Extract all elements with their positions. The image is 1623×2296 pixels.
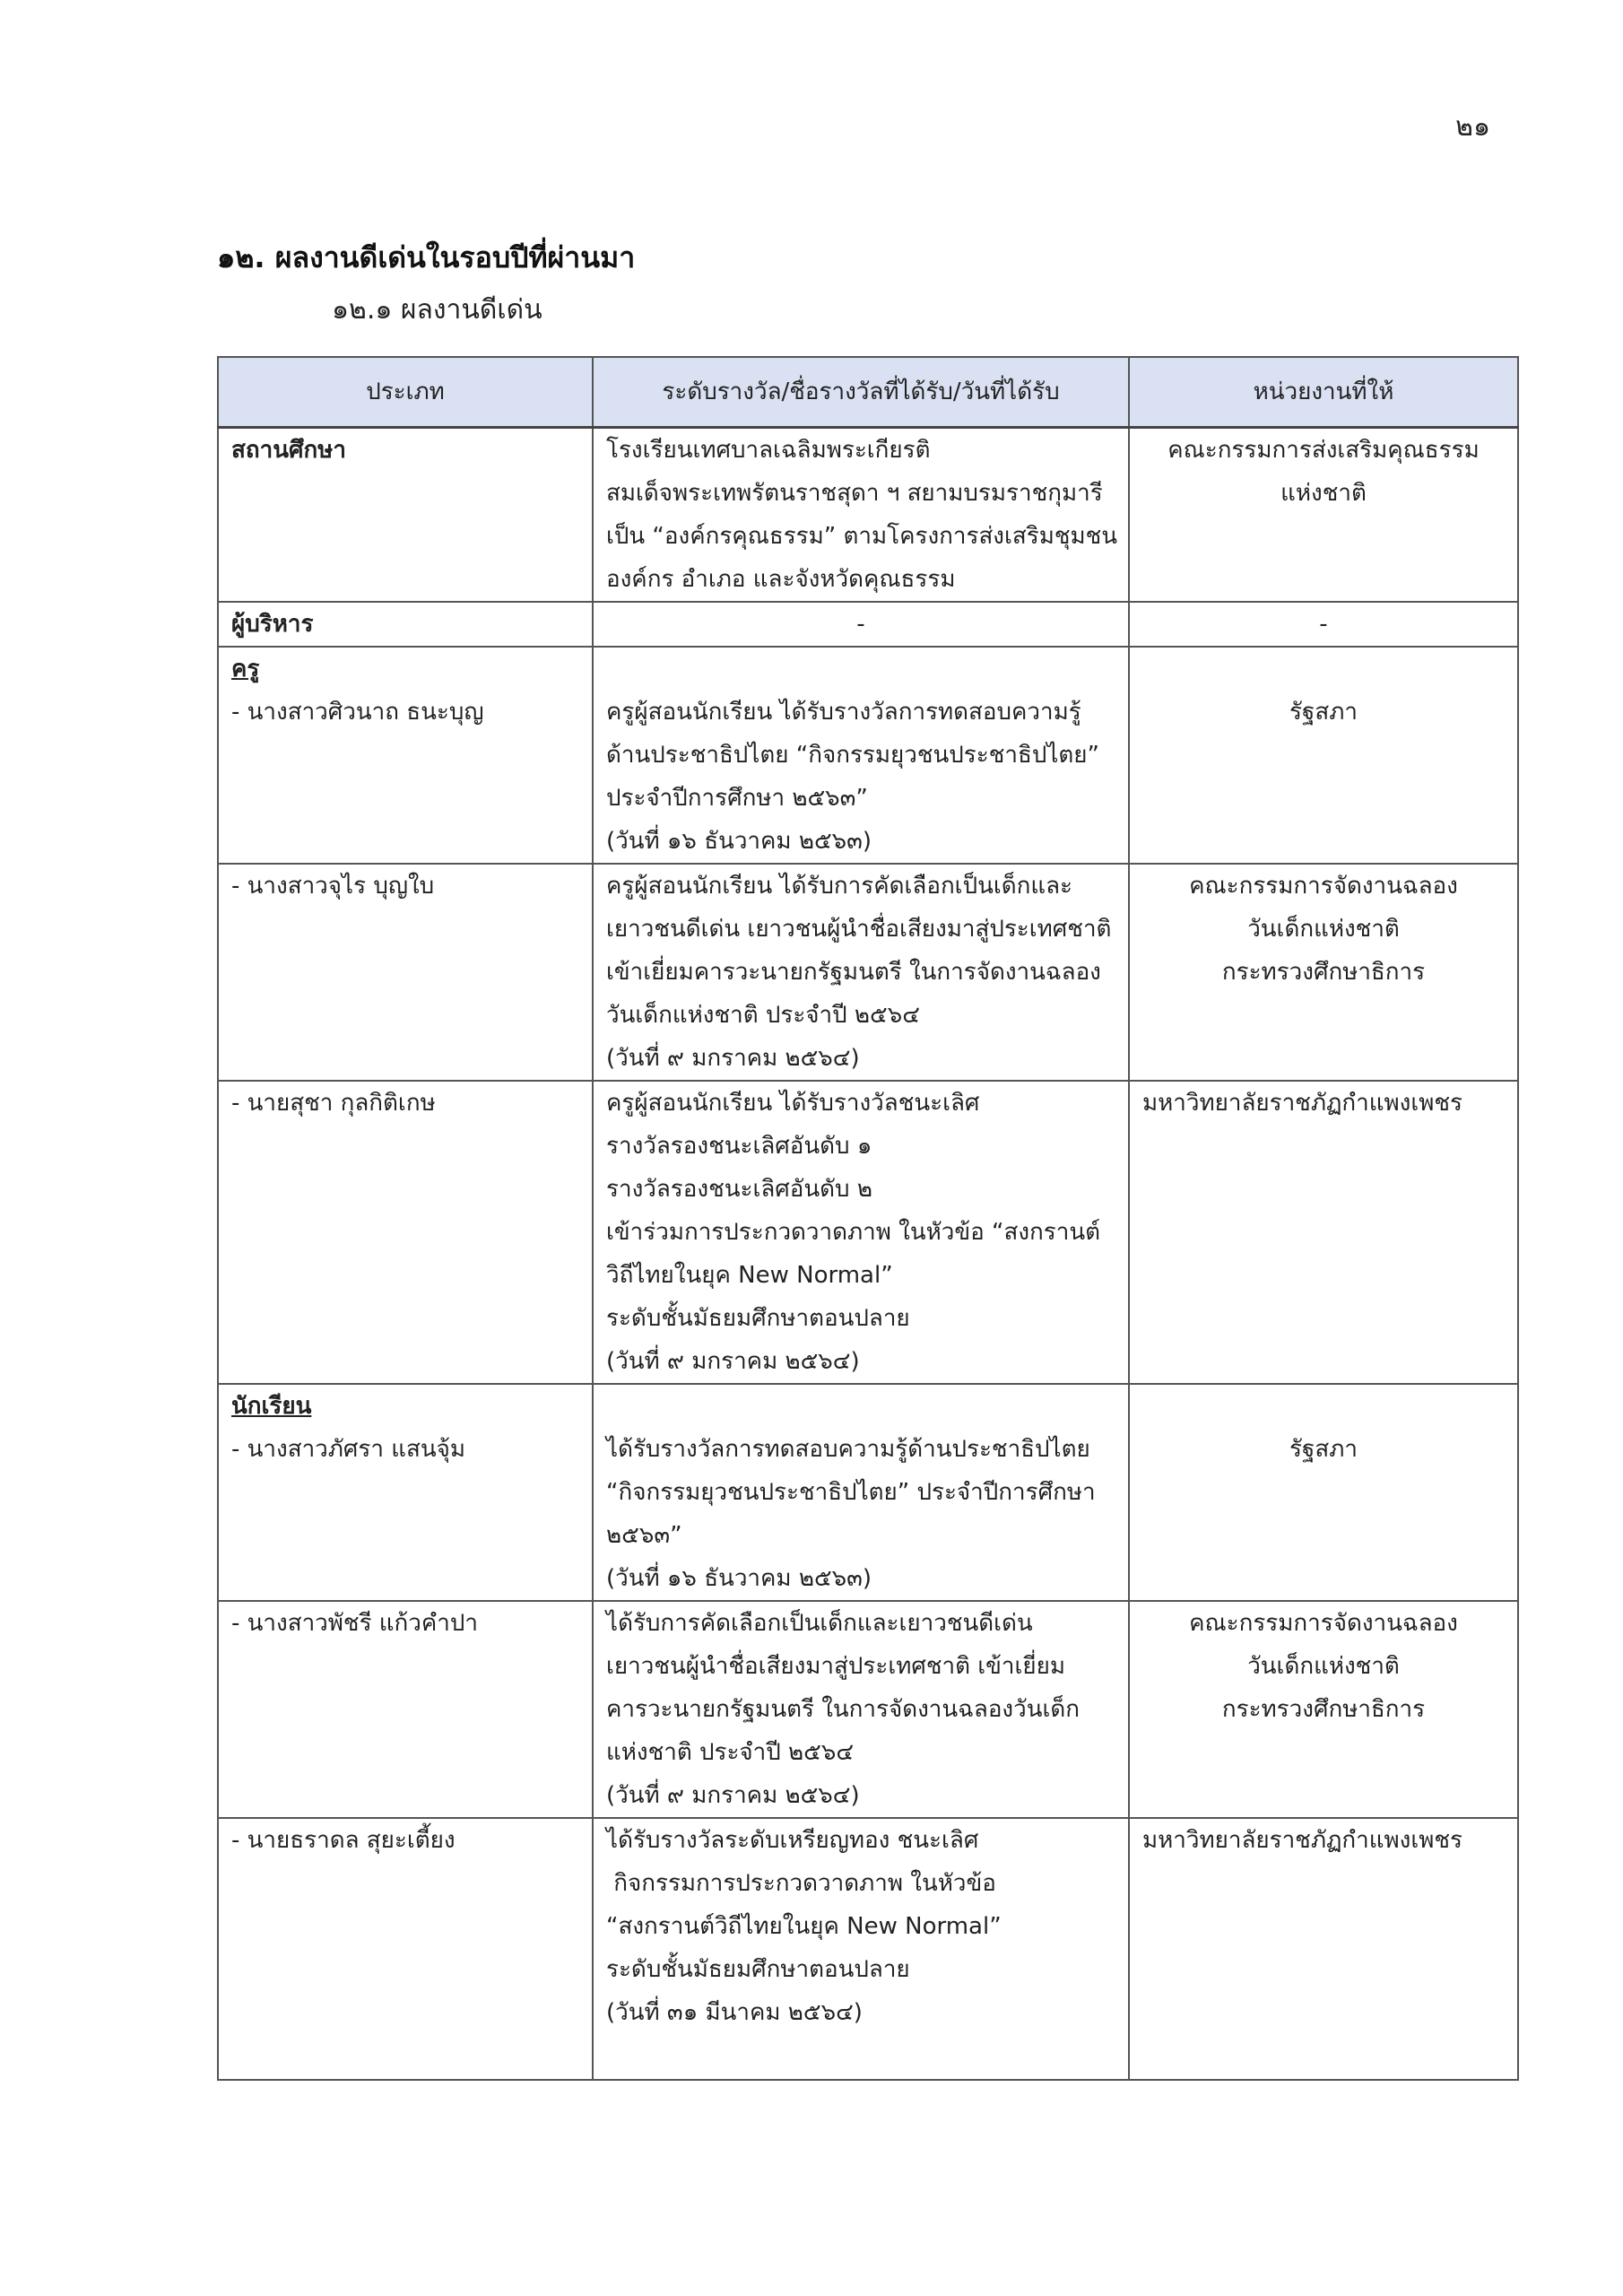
table-row bbox=[218, 428, 1518, 603]
award-line: เข้าเยี่ยมคารวะนายกรัฐมนตรี ในการจัดงานฉลอง bbox=[606, 959, 1101, 986]
award-cell bbox=[593, 428, 1129, 603]
award-line: ด้านประชาธิปไตย “กิจกรรมยุวชนประชาธิปไตย” bbox=[606, 742, 1099, 769]
award-line: รางวัลรองชนะเลิศอันดับ ๑ bbox=[606, 1133, 872, 1160]
award-cell: - bbox=[593, 602, 1129, 647]
org-line: รัฐสภา bbox=[1289, 699, 1358, 726]
org-line: คณะกรรมการจัดงานฉลอง bbox=[1189, 1610, 1458, 1637]
table-header-row bbox=[218, 357, 1518, 428]
award-line: ระดับชั้นมัธยมศึกษาตอนปลาย bbox=[606, 1956, 910, 1983]
header-organization: หน่วยงานที่ให้ bbox=[1129, 357, 1518, 428]
org-line: กระทรวงศึกษาธิการ bbox=[1221, 959, 1426, 986]
award-line: เยาวชนผู้นำชื่อเสียงมาสู่ประเทศชาติ เข้าเยี่ยม bbox=[606, 1653, 1066, 1680]
award-line: ครูผู้สอนนักเรียน ได้รับรางวัลการทดสอบความรู้ bbox=[606, 699, 1081, 726]
award-cell bbox=[593, 864, 1129, 1081]
category-label: ผู้บริหาร bbox=[231, 611, 314, 638]
org-line: มหาวิทยาลัยราชภัฏกำแพงเพชร bbox=[1142, 1827, 1462, 1854]
award-line: วันเด็กแห่งชาติ ประจำปี ๒๕๖๔ bbox=[606, 1002, 920, 1029]
person-name: - นายธราดล สุยะเตี้ยง bbox=[231, 1827, 456, 1854]
header-award: ระดับรางวัล/ชื่อรางวัลที่ได้รับ/วันที่ได้รับ bbox=[593, 357, 1129, 428]
award-line: เข้าร่วมการประกวดวาดภาพ ในหัวข้อ “สงกรานต์ bbox=[606, 1219, 1101, 1246]
person-name: - นายสุชา กุลกิติเกษ bbox=[231, 1090, 436, 1117]
award-line: ประจำปีการศึกษา ๒๕๖๓” bbox=[606, 785, 868, 812]
category-cell bbox=[218, 647, 593, 864]
org-line: แห่งชาติ bbox=[1280, 480, 1367, 507]
category-cell bbox=[218, 1081, 593, 1384]
award-date: (วันที่ ๙ มกราคม ๒๕๖๔) bbox=[606, 1348, 860, 1375]
organization-cell bbox=[1129, 647, 1518, 864]
table-row bbox=[218, 1601, 1518, 1818]
award-cell bbox=[593, 1818, 1129, 2080]
org-line: วันเด็กแห่งชาติ bbox=[1247, 1653, 1400, 1680]
person-name: - นางสาวพัชรี แก้วคำปา bbox=[231, 1610, 478, 1637]
category-cell bbox=[218, 602, 593, 647]
header-category: ประเภท bbox=[218, 357, 593, 428]
award-line: ได้รับรางวัลระดับเหรียญทอง ชนะเลิศ bbox=[606, 1827, 979, 1854]
organization-cell bbox=[1129, 1818, 1518, 2080]
category-cell bbox=[218, 1601, 593, 1818]
awards-table bbox=[217, 356, 1519, 2081]
award-line: สมเด็จพระเทพรัตนราชสุดา ฯ สยามบรมราชกุมารี bbox=[606, 480, 1103, 507]
award-line: โรงเรียนเทศบาลเฉลิมพระเกียรติ bbox=[606, 437, 931, 464]
category-cell bbox=[218, 428, 593, 603]
award-line: ครูผู้สอนนักเรียน ได้รับการคัดเลือกเป็นเด็กและ bbox=[606, 873, 1073, 900]
award-line: “สงกรานต์วิถีไทยในยุค New Normal” bbox=[606, 1913, 1002, 1940]
category-label: นักเรียน bbox=[231, 1393, 312, 1420]
award-cell bbox=[593, 1384, 1129, 1601]
award-line: ระดับชั้นมัธยมศึกษาตอนปลาย bbox=[606, 1305, 910, 1332]
organization-cell bbox=[1129, 1384, 1518, 1601]
person-name: - นางสาวภัศรา แสนจุ้ม bbox=[231, 1436, 466, 1463]
award-line: องค์กร อำเภอ และจังหวัดคุณธรรม bbox=[606, 566, 956, 593]
award-line: รางวัลรองชนะเลิศอันดับ ๒ bbox=[606, 1176, 872, 1203]
award-date: (วันที่ ๙ มกราคม ๒๕๖๔) bbox=[606, 1782, 860, 1809]
table-row bbox=[218, 1081, 1518, 1384]
award-date: (วันที่ ๙ มกราคม ๒๕๖๔) bbox=[606, 1045, 860, 1072]
award-line: ครูผู้สอนนักเรียน ได้รับรางวัลชนะเลิศ bbox=[606, 1090, 980, 1117]
organization-cell bbox=[1129, 1601, 1518, 1818]
award-cell bbox=[593, 647, 1129, 864]
organization-cell bbox=[1129, 1081, 1518, 1384]
category-cell bbox=[218, 864, 593, 1081]
award-cell bbox=[593, 1081, 1129, 1384]
org-line: วันเด็กแห่งชาติ bbox=[1247, 916, 1400, 943]
category-label: ครู bbox=[231, 656, 260, 683]
award-line: แห่งชาติ ประจำปี ๒๕๖๔ bbox=[606, 1739, 855, 1766]
table-row bbox=[218, 602, 1518, 647]
organization-cell bbox=[1129, 864, 1518, 1081]
award-line: ได้รับการคัดเลือกเป็นเด็กและเยาวชนดีเด่น bbox=[606, 1610, 1033, 1637]
category-label: สถานศึกษา bbox=[231, 437, 346, 464]
award-date: (วันที่ ๑๖ ธันวาคม ๒๕๖๓) bbox=[606, 828, 872, 855]
org-line: มหาวิทยาลัยราชภัฏกำแพงเพชร bbox=[1142, 1090, 1462, 1117]
person-name: - นางสาวศิวนาถ ธนะบุญ bbox=[231, 699, 484, 726]
award-line: วิถีไทยในยุค New Normal” bbox=[606, 1262, 893, 1289]
category-cell bbox=[218, 1818, 593, 2080]
organization-cell: - bbox=[1129, 602, 1518, 647]
subsection-title: ๑๒.๑ ผลงานดีเด่น bbox=[332, 294, 542, 326]
org-line: กระทรวงศึกษาธิการ bbox=[1221, 1696, 1426, 1723]
award-date: (วันที่ ๓๑ มีนาคม ๒๕๖๔) bbox=[606, 1999, 863, 2026]
award-line: กิจกรรมการประกวดวาดภาพ ในหัวข้อ bbox=[606, 1870, 996, 1897]
award-cell bbox=[593, 1601, 1129, 1818]
org-line: คณะกรรมการจัดงานฉลอง bbox=[1189, 873, 1458, 900]
org-line: รัฐสภา bbox=[1289, 1436, 1358, 1463]
award-line: คารวะนายกรัฐมนตรี ในการจัดงานฉลองวันเด็ก bbox=[606, 1696, 1081, 1723]
person-name: - นางสาวจุไร บุญใบ bbox=[231, 873, 435, 900]
table-row bbox=[218, 1818, 1518, 2080]
award-line: “กิจกรรมยุวชนประชาธิปไตย” ประจำปีการศึกษา bbox=[606, 1479, 1096, 1506]
table-row bbox=[218, 647, 1518, 864]
section-title: ๑๒. ผลงานดีเด่นในรอบปีที่ผ่านมา bbox=[217, 240, 636, 274]
table-row bbox=[218, 864, 1518, 1081]
award-line: เยาวชนดีเด่น เยาวชนผู้นำชื่อเสียงมาสู่ประเทศชาติ bbox=[606, 916, 1112, 943]
table-row bbox=[218, 1384, 1518, 1601]
category-cell bbox=[218, 1384, 593, 1601]
org-line: คณะกรรมการส่งเสริมคุณธรรม bbox=[1167, 437, 1480, 464]
award-date: (วันที่ ๑๖ ธันวาคม ๒๕๖๓) bbox=[606, 1565, 872, 1592]
award-line: ได้รับรางวัลการทดสอบความรู้ด้านประชาธิปไตย bbox=[606, 1436, 1090, 1463]
award-line: เป็น “องค์กรคุณธรรม” ตามโครงการส่งเสริมชุมชน bbox=[606, 523, 1118, 550]
page-number: ๒๑ bbox=[1455, 111, 1490, 143]
organization-cell bbox=[1129, 428, 1518, 603]
award-line: ๒๕๖๓” bbox=[606, 1522, 682, 1549]
